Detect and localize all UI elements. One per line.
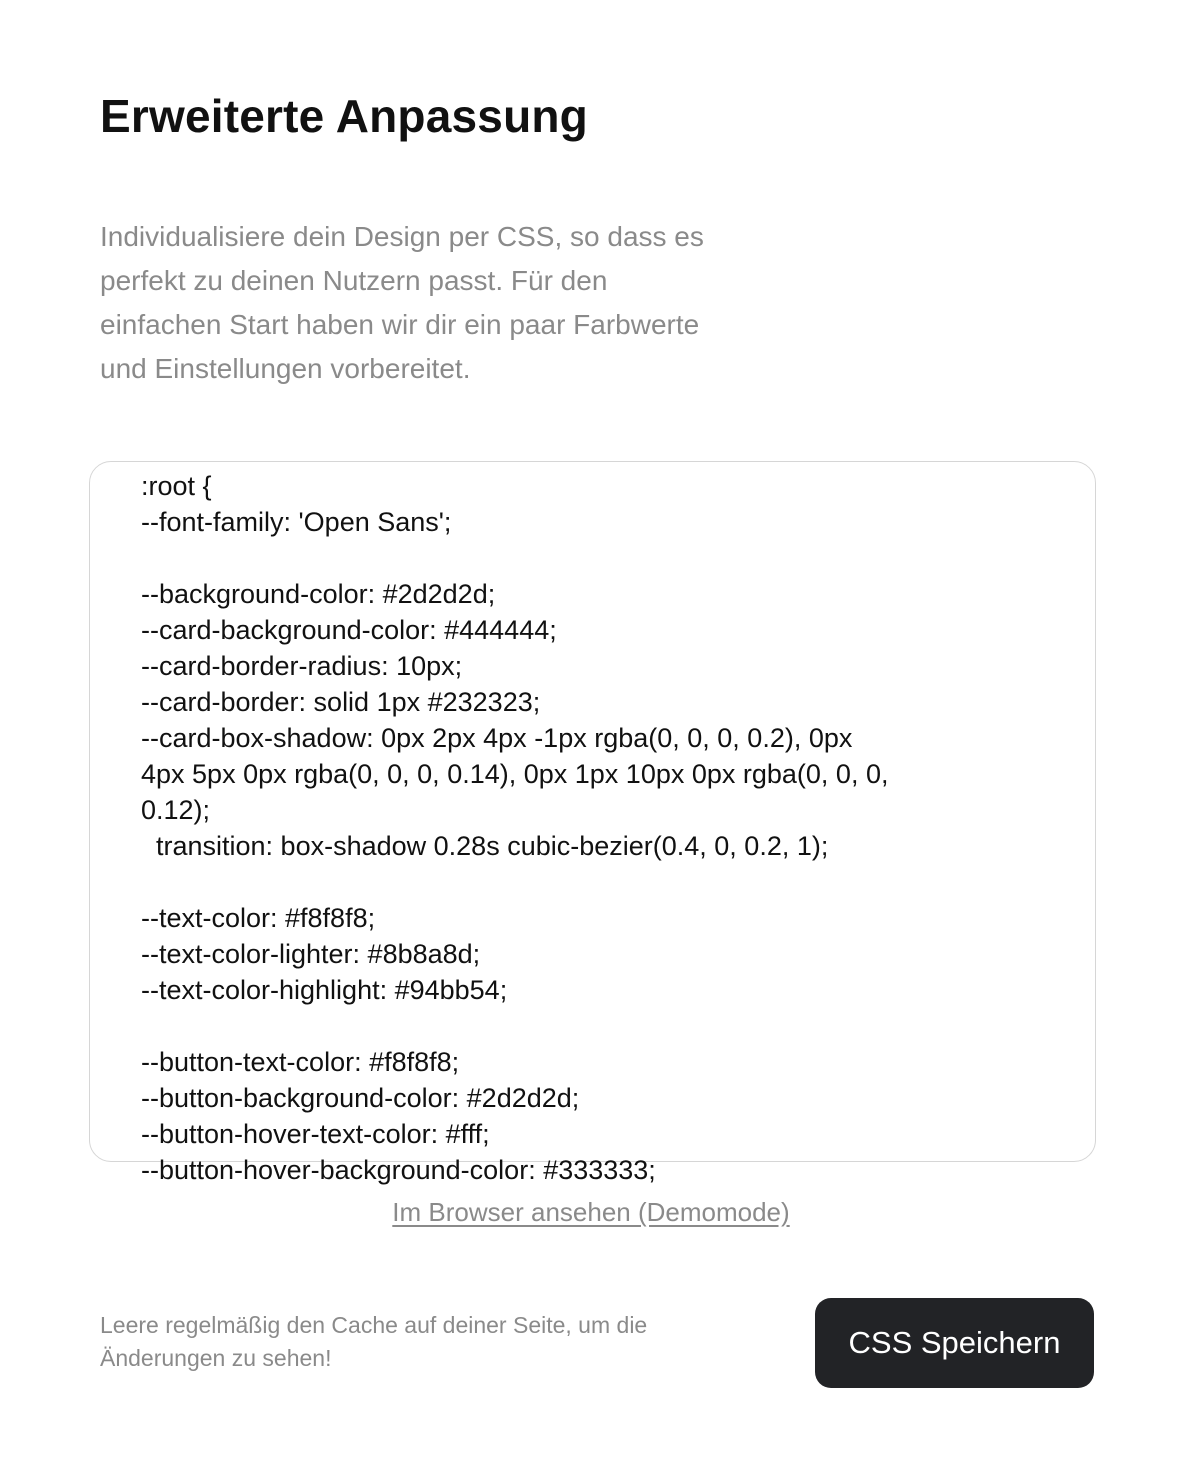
code-line xyxy=(141,1008,1041,1044)
code-line: 0.12); xyxy=(141,795,211,825)
code-line: --button-hover-text-color: #fff; xyxy=(141,1119,490,1149)
css-editor[interactable] xyxy=(89,461,1096,1185)
code-line: transition: box-shadow 0.28s cubic-bezier(0.4, 0, 0.2, 1); xyxy=(141,831,829,861)
cache-hint xyxy=(100,1309,740,1375)
cache-hint-line: Änderungen zu sehen! xyxy=(100,1345,332,1371)
code-line: --card-background-color: #444444; xyxy=(141,615,557,645)
code-line xyxy=(141,864,1041,900)
code-line: --text-color-highlight: #94bb54; xyxy=(141,975,508,1005)
code-line: --card-border-radius: 10px; xyxy=(141,651,463,681)
code-line: --button-hover-background-color: #333333; xyxy=(141,1155,656,1185)
description-line: perfekt zu deinen Nutzern passt. Für den xyxy=(100,265,608,296)
save-css-button[interactable]: CSS Speichern xyxy=(815,1298,1094,1388)
code-line: --text-color: #f8f8f8; xyxy=(141,903,376,933)
description-line: Individualisiere dein Design per CSS, so dass es xyxy=(100,221,704,252)
code-line: --card-box-shadow: 0px 2px 4px -1px rgba(0, 0, 0, 0.2), 0px xyxy=(141,723,853,753)
page-title: Erweiterte Anpassung xyxy=(100,90,588,142)
page-description xyxy=(100,215,800,391)
code-line: --button-text-color: #f8f8f8; xyxy=(141,1047,460,1077)
code-line: :root { xyxy=(141,471,212,501)
code-line: --background-color: #2d2d2d; xyxy=(141,579,496,609)
description-line: einfachen Start haben wir dir ein paar Farbwerte xyxy=(100,309,700,340)
code-line: --font-family: 'Open Sans'; xyxy=(141,507,452,537)
demo-mode-link[interactable]: Im Browser ansehen (Demomode) xyxy=(392,1197,790,1227)
css-code-area[interactable] xyxy=(141,468,1041,1188)
code-line: --button-background-color: #2d2d2d; xyxy=(141,1083,580,1113)
code-line: 4px 5px 0px rgba(0, 0, 0, 0.14), 0px 1px 10px 0px rgba(0, 0, 0, xyxy=(141,759,889,789)
description-line: und Einstellungen vorbereitet. xyxy=(100,353,471,384)
code-line xyxy=(141,540,1041,576)
code-line: --card-border: solid 1px #232323; xyxy=(141,687,541,717)
cache-hint-line: Leere regelmäßig den Cache auf deiner Seite, um die xyxy=(100,1312,648,1338)
code-line: --text-color-lighter: #8b8a8d; xyxy=(141,939,481,969)
